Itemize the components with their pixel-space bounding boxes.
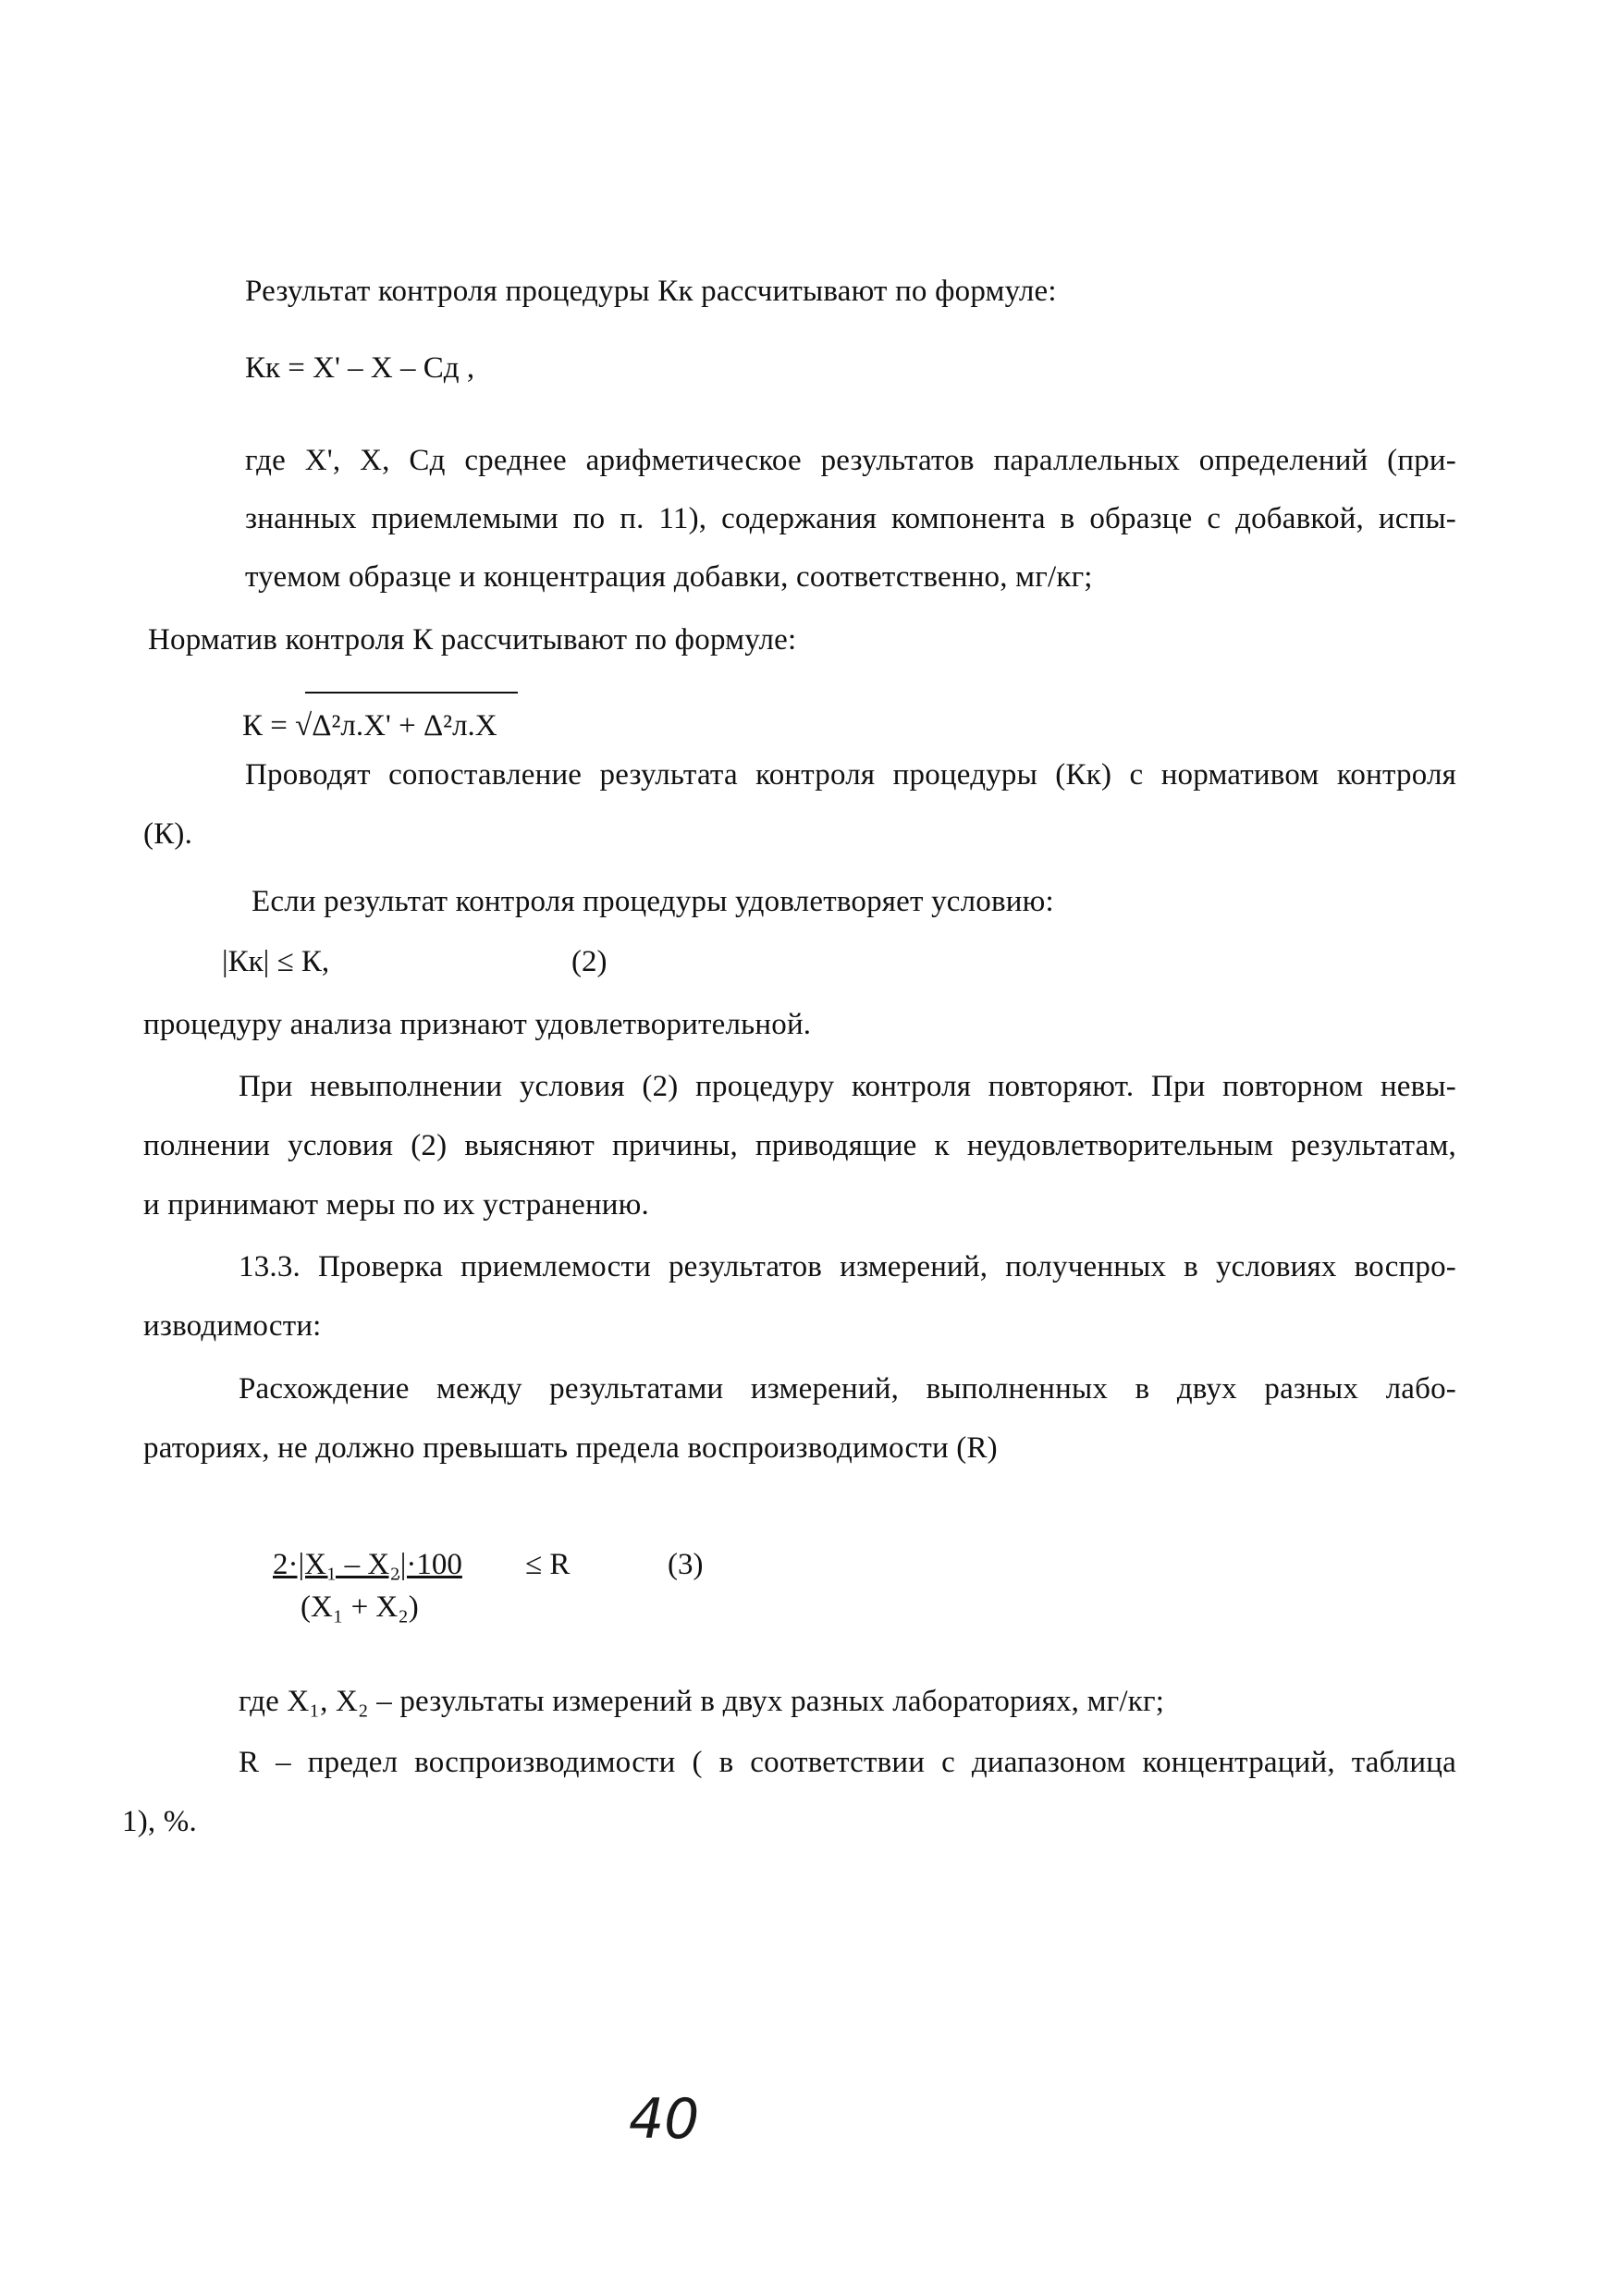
paragraph-where-line-2: знанных приемлемыми по п. 11), содержания компонента в образце с добавкой, испы- <box>245 502 1456 535</box>
section-13-3-heading-line-1: 13.3. Проверка приемлемости результатов измерений, полученных в условиях воспро- <box>239 1250 1456 1283</box>
formula-kk: Кк = X' – X – Сд , <box>245 351 475 385</box>
paragraph-r-definition-line-1: R – предел воспроизводимости ( в соответствии с диапазоном концентраций, таблица <box>239 1746 1456 1779</box>
paragraph-failure-line-3: и принимают меры по их устранению. <box>143 1188 649 1222</box>
paragraph-compare-line-2: (К). <box>143 817 193 851</box>
paragraph-discrepancy-line-1: Расхождение между результатами измерений, выполненных в двух разных лабо- <box>239 1372 1456 1406</box>
section-13-3-heading-line-2: изводимости: <box>143 1309 322 1343</box>
formula-3-relation: ≤ R <box>525 1548 571 1581</box>
formula-3-denominator: (X₁ + X₂) <box>301 1590 419 1624</box>
page-number: 40 <box>629 2087 700 2152</box>
paragraph-failure-line-1: При невыполнении условия (2) процедуру контроля повторяют. При повторном невы- <box>239 1070 1456 1103</box>
formula-condition-2: |Кк| ≤ К, <box>222 945 330 978</box>
formula-number-2: (2) <box>571 945 608 978</box>
paragraph-satisfactory: процедуру анализа признают удовлетворительной. <box>143 1008 812 1041</box>
paragraph-x1-x2-definition: где X₁, X₂ – результаты измерений в двух разных лабораториях, мг/кг; <box>239 1685 1165 1718</box>
paragraph-norm-intro: Норматив контроля К рассчитывают по формуле: <box>148 623 797 657</box>
paragraph-result-formula-intro: Результат контроля процедуры Кк рассчитывают по формуле: <box>245 275 1057 308</box>
paragraph-discrepancy-line-2: раториях, не должно превышать предела воспроизводимости (R) <box>143 1431 998 1465</box>
paragraph-where-line-3: туемом образце и концентрация добавки, соответственно, мг/кг; <box>245 560 1093 594</box>
formula-k-norm: К = √Δ²л.X' + Δ²л.X <box>242 709 497 743</box>
paragraph-compare-line-1: Проводят сопоставление результата контроля процедуры (Кк) с нормативом контроля <box>245 758 1456 792</box>
formula-3-numerator: 2·|X₁ – X₂|·100 <box>273 1548 462 1581</box>
paragraph-failure-line-2: полнении условия (2) выясняют причины, приводящие к неудовлетворительным результатам, <box>143 1129 1456 1162</box>
paragraph-condition-intro: Если результат контроля процедуры удовлетворяет условию: <box>252 885 1054 918</box>
paragraph-where-line-1: где X', X, Сд среднее арифметическое результатов параллельных определений (при- <box>245 444 1456 477</box>
paragraph-r-definition-line-2: 1), %. <box>122 1805 197 1838</box>
sqrt-overbar <box>305 692 518 694</box>
formula-number-3: (3) <box>668 1548 704 1581</box>
